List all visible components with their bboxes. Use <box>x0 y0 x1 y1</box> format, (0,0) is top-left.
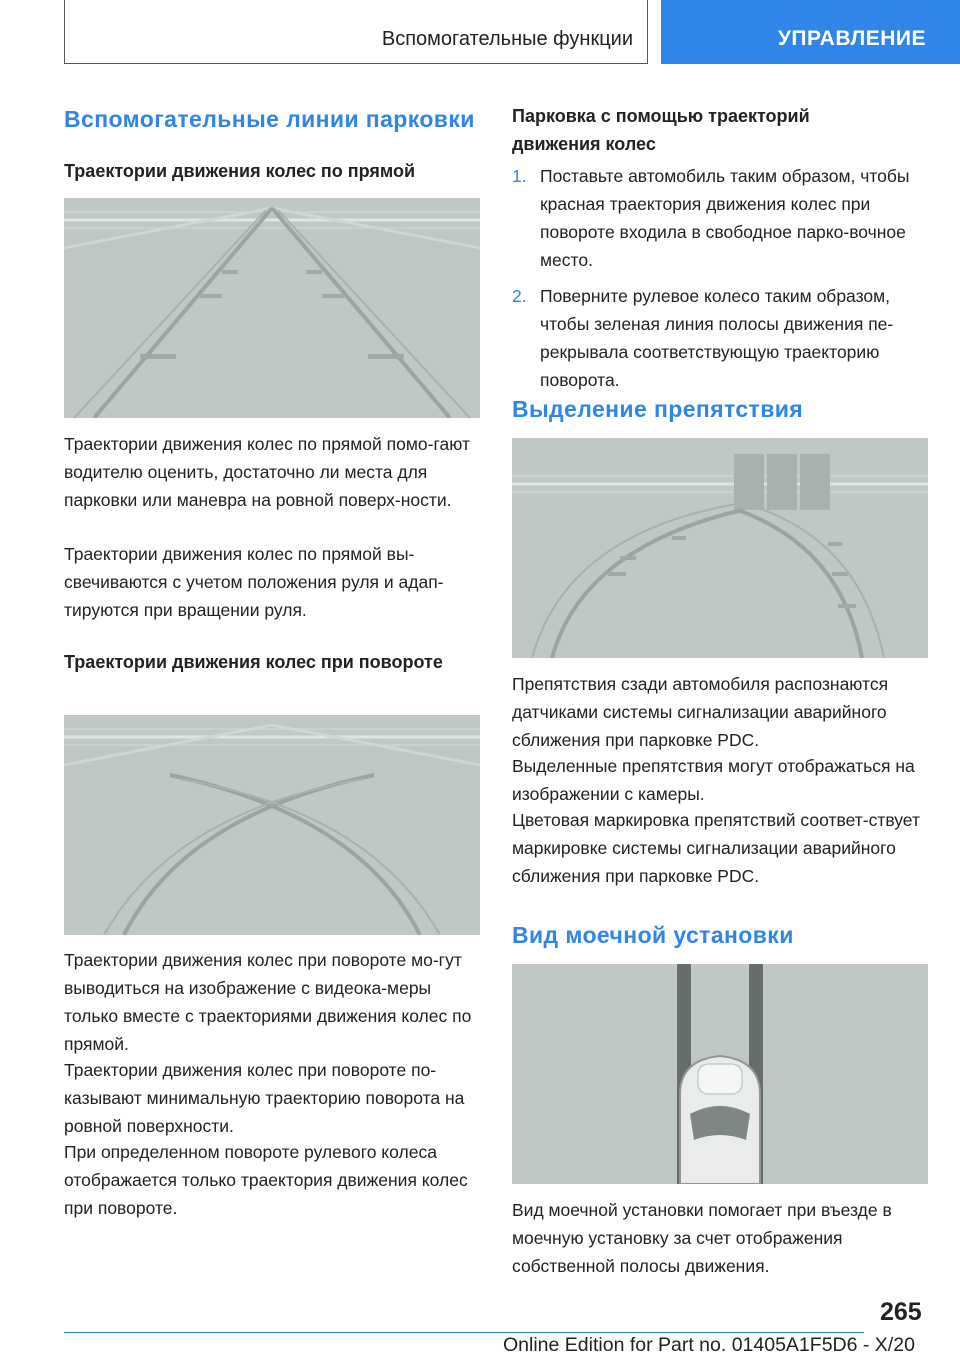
paragraph-turning-2: Траектории движения колес при повороте по-казывают минимальную траекторию поворота на ровной поверхности. <box>64 1060 465 1136</box>
subheading-turning-trajectories: Траектории движения колес при повороте <box>64 652 443 672</box>
page-number: 265 <box>880 1298 922 1326</box>
subheading-parking-with-trajectories: Парковка с помощью траекторий движения колес <box>512 106 810 154</box>
step-text: Поставьте автомобиль таким образом, чтобы красная траектория движения колес при повороте входила в свободное парко-вочное место. <box>540 166 910 270</box>
header-section-box <box>64 0 648 64</box>
step-number: 2. <box>512 286 527 306</box>
header-chapter-title: УПРАВЛЕНИЕ <box>777 27 926 50</box>
paragraph-obstacle-2: Выделенные препятствия могут отображаться на изображении с камеры. <box>512 756 915 804</box>
section-heading-car-wash-view: Вид моечной установки <box>512 922 794 948</box>
parking-steps-list <box>512 162 928 402</box>
step-item <box>512 282 928 394</box>
footer-edition-text: Online Edition for Part no. 01405A1F5D6 - X/20 <box>503 1334 915 1356</box>
obstacle-highlight-illustration <box>512 438 928 658</box>
subheading-straight-trajectories: Траектории движения колес по прямой <box>64 161 416 181</box>
step-number: 1. <box>512 166 527 186</box>
paragraph-straight-1: Траектории движения колес по прямой помо-гают водителю оценить, достаточно ли места для парковки или маневра на ровной поверх-ности. <box>64 434 470 510</box>
turning-trajectory-illustration <box>64 715 480 935</box>
header-section-title: Вспомогательные функции <box>381 28 633 50</box>
paragraph-turning-3: При определенном повороте рулевого колеса отображается только траектория движения колес при повороте. <box>64 1142 468 1218</box>
step-text: Поверните рулевое колесо таким образом, чтобы зеленая линия полосы движения пе-рекрывала соответствующую траекторию поворота. <box>540 286 894 390</box>
paragraph-turning-1: Траектории движения колес при повороте мо-гут выводиться на изображение с видеока-меры только вместе с траекториями движения колес по прямой. <box>64 950 472 1054</box>
paragraph-obstacle-3: Цветовая маркировка препятствий соответ-ствует маркировке системы сигнализации аварийного сближения при парковке PDC. <box>512 810 920 886</box>
car-wash-view-illustration <box>512 964 928 1184</box>
footer-divider <box>64 1332 864 1333</box>
paragraph-car-wash: Вид моечной установки помогает при въезде в моечную установку за счет отображения собственной полосы движения. <box>512 1200 892 1276</box>
straight-trajectory-illustration <box>64 198 480 418</box>
section-heading-obstacle-highlight: Выделение препятствия <box>512 396 804 422</box>
paragraph-straight-2: Траектории движения колес по прямой вы-свечиваются с учетом положения руля и адап-тируются при вращении руля. <box>64 544 444 620</box>
section-heading-parking-lines: Вспомогательные линии парковки <box>64 106 475 132</box>
step-item <box>512 162 928 274</box>
header-chapter-tab <box>661 0 960 64</box>
paragraph-obstacle-1: Препятствия сзади автомобиля распознаются датчиками системы сигнализации аварийного сближения при парковке PDC. <box>512 674 889 750</box>
